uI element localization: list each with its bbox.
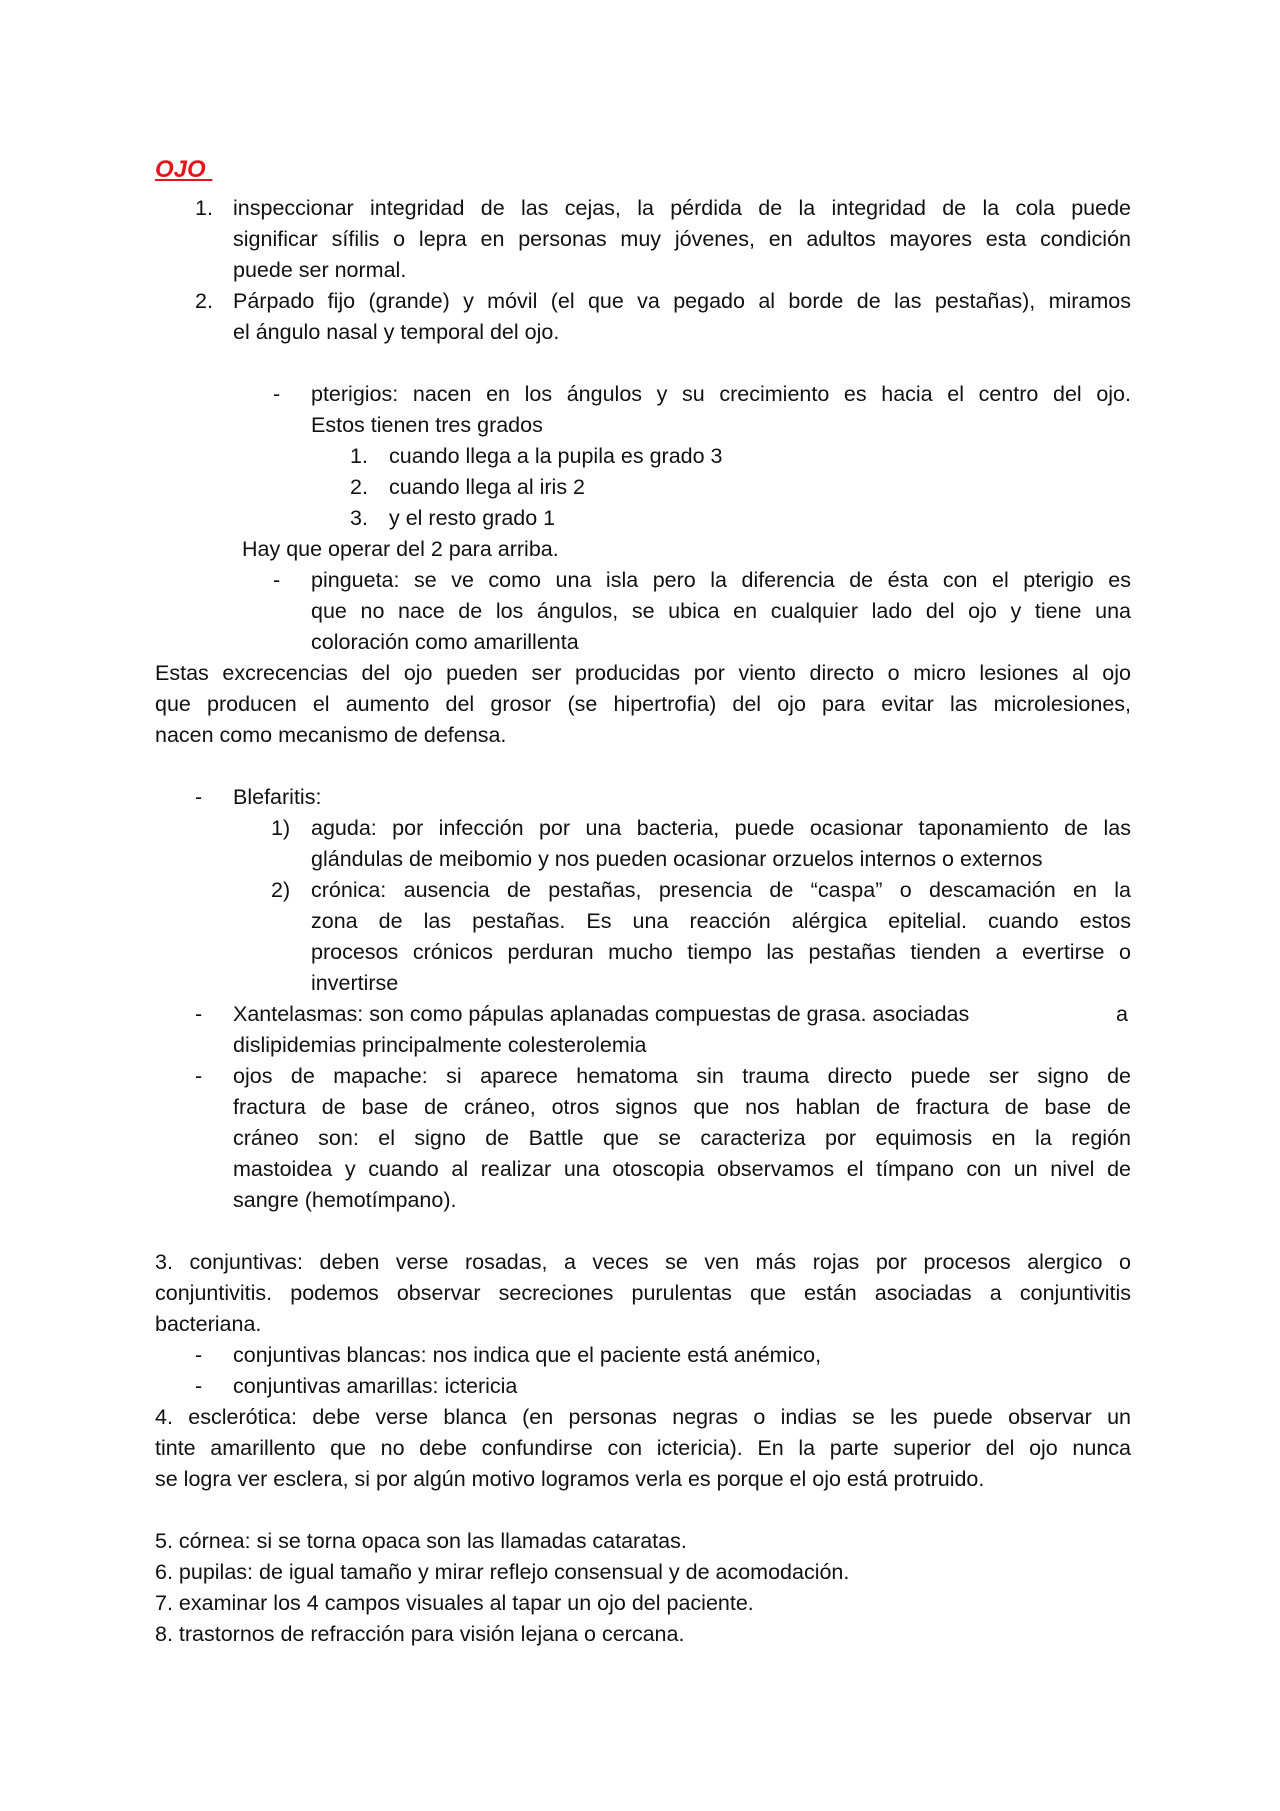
bullet-dash: - bbox=[195, 1343, 203, 1367]
grade-number: 3. bbox=[350, 506, 368, 530]
xantelasmas-line: Xantelasmas: son como pápulas aplanadas compuestas de grasa. asociadas bbox=[233, 1002, 970, 1026]
blefaritis-aguda-line: glándulas de meibomio y nos pueden ocasionar orzuelos internos o externos bbox=[311, 847, 1043, 871]
esclerotica-line: tinte amarillento que no debe confundirse con ictericia). En la parte superior del ojo nunca bbox=[155, 1436, 1131, 1460]
item1-line: puede ser normal. bbox=[233, 258, 407, 282]
item2-line: Párpado fijo (grande) y móvil (el que va pegado al borde de las pestañas), miramos bbox=[233, 289, 1131, 313]
item1-number: 1. bbox=[195, 196, 213, 220]
pingueta-line: coloración como amarillenta bbox=[311, 630, 579, 654]
grade-text: y el resto grado 1 bbox=[389, 506, 556, 530]
conjuntivas-line: conjuntivitis. podemos observar secreciones purulentas que están asociadas a conjuntivitis bbox=[155, 1281, 1131, 1305]
xantelasmas-line: dislipidemias principalmente colesterolemia bbox=[233, 1033, 647, 1057]
item1-line: significar sífilis o lepra en personas muy jóvenes, en adultos mayores esta condición bbox=[233, 227, 1131, 251]
blefaritis-cronica-line: crónica: ausencia de pestañas, presencia de “caspa” o descamación en la bbox=[311, 878, 1131, 902]
grade-number: 2. bbox=[350, 475, 368, 499]
xantelasmas-line-end: a bbox=[1116, 1002, 1128, 1026]
blefaritis-cronica-line: invertirse bbox=[311, 971, 399, 995]
excrecencias-line: nacen como mecanismo de defensa. bbox=[155, 723, 507, 747]
bullet-dash: - bbox=[273, 568, 281, 592]
bullet-dash: - bbox=[195, 785, 203, 809]
grade-number: 1. bbox=[350, 444, 368, 468]
conjuntivas-bullet: conjuntivas amarillas: ictericia bbox=[233, 1374, 518, 1398]
pterigios-note: Hay que operar del 2 para arriba. bbox=[242, 537, 559, 561]
conjuntivas-line: 3. conjuntivas: deben verse rosadas, a veces se ven más rojas por procesos alergico o bbox=[155, 1250, 1131, 1274]
final-item: 8. trastornos de refracción para visión lejana o cercana. bbox=[155, 1622, 685, 1646]
conjuntivas-bullet: conjuntivas blancas: nos indica que el paciente está anémico, bbox=[233, 1343, 822, 1367]
mapache-line: mastoidea y cuando al realizar una otoscopia observamos el tímpano con un nivel de bbox=[233, 1157, 1131, 1181]
bullet-dash: - bbox=[195, 1064, 203, 1088]
mapache-line: sangre (hemotímpano). bbox=[233, 1188, 457, 1212]
page-title-text: OJO bbox=[155, 156, 206, 183]
page-title bbox=[155, 156, 212, 184]
pterigios-line: pterigios: nacen en los ángulos y su crecimiento es hacia el centro del ojo. bbox=[311, 382, 1131, 406]
item2-number: 2. bbox=[195, 289, 213, 313]
pingueta-line: que no nace de los ángulos, se ubica en cualquier lado del ojo y tiene una bbox=[311, 599, 1131, 623]
blefaritis-label: Blefaritis: bbox=[233, 785, 322, 809]
grade-text: cuando llega al iris 2 bbox=[389, 475, 586, 499]
bullet-dash: - bbox=[195, 1374, 203, 1398]
pingueta-line: pingueta: se ve como una isla pero la diferencia de ésta con el pterigio es bbox=[311, 568, 1131, 592]
mapache-line: ojos de mapache: si aparece hematoma sin trauma directo puede ser signo de bbox=[233, 1064, 1131, 1088]
conjuntivas-line: bacteriana. bbox=[155, 1312, 262, 1336]
excrecencias-line: que producen el aumento del grosor (se hipertrofia) del ojo para evitar las microlesiones, bbox=[155, 692, 1131, 716]
mapache-line: fractura de base de cráneo, otros signos que nos hablan de fractura de base de bbox=[233, 1095, 1131, 1119]
item1-line: inspeccionar integridad de las cejas, la pérdida de la integridad de la cola puede bbox=[233, 196, 1131, 220]
final-item: 5. córnea: si se torna opaca son las llamadas cataratas. bbox=[155, 1529, 687, 1553]
blefaritis-type-number: 1) bbox=[271, 816, 291, 840]
mapache-line: cráneo son: el signo de Battle que se caracteriza por equimosis en la región bbox=[233, 1126, 1131, 1150]
final-item: 6. pupilas: de igual tamaño y mirar reflejo consensual y de acomodación. bbox=[155, 1560, 850, 1584]
esclerotica-line: 4. esclerótica: debe verse blanca (en personas negras o indias se les puede observar un bbox=[155, 1405, 1131, 1429]
grade-text: cuando llega a la pupila es grado 3 bbox=[389, 444, 723, 468]
bullet-dash: - bbox=[273, 382, 281, 406]
item2-line: el ángulo nasal y temporal del ojo. bbox=[233, 320, 560, 344]
blefaritis-cronica-line: procesos crónicos perduran mucho tiempo las pestañas tienden a evertirse o bbox=[311, 940, 1131, 964]
pterigios-line: Estos tienen tres grados bbox=[311, 413, 543, 437]
esclerotica-line: se logra ver esclera, si por algún motivo logramos verla es porque el ojo está protruido. bbox=[155, 1467, 985, 1491]
excrecencias-line: Estas excrecencias del ojo pueden ser producidas por viento directo o micro lesiones al ojo bbox=[155, 661, 1131, 685]
blefaritis-type-number: 2) bbox=[271, 878, 291, 902]
final-item: 7. examinar los 4 campos visuales al tapar un ojo del paciente. bbox=[155, 1591, 754, 1615]
bullet-dash: - bbox=[195, 1002, 203, 1026]
blefaritis-cronica-line: zona de las pestañas. Es una reacción alérgica epitelial. cuando estos bbox=[311, 909, 1131, 933]
blefaritis-aguda-line: aguda: por infección por una bacteria, puede ocasionar taponamiento de las bbox=[311, 816, 1131, 840]
